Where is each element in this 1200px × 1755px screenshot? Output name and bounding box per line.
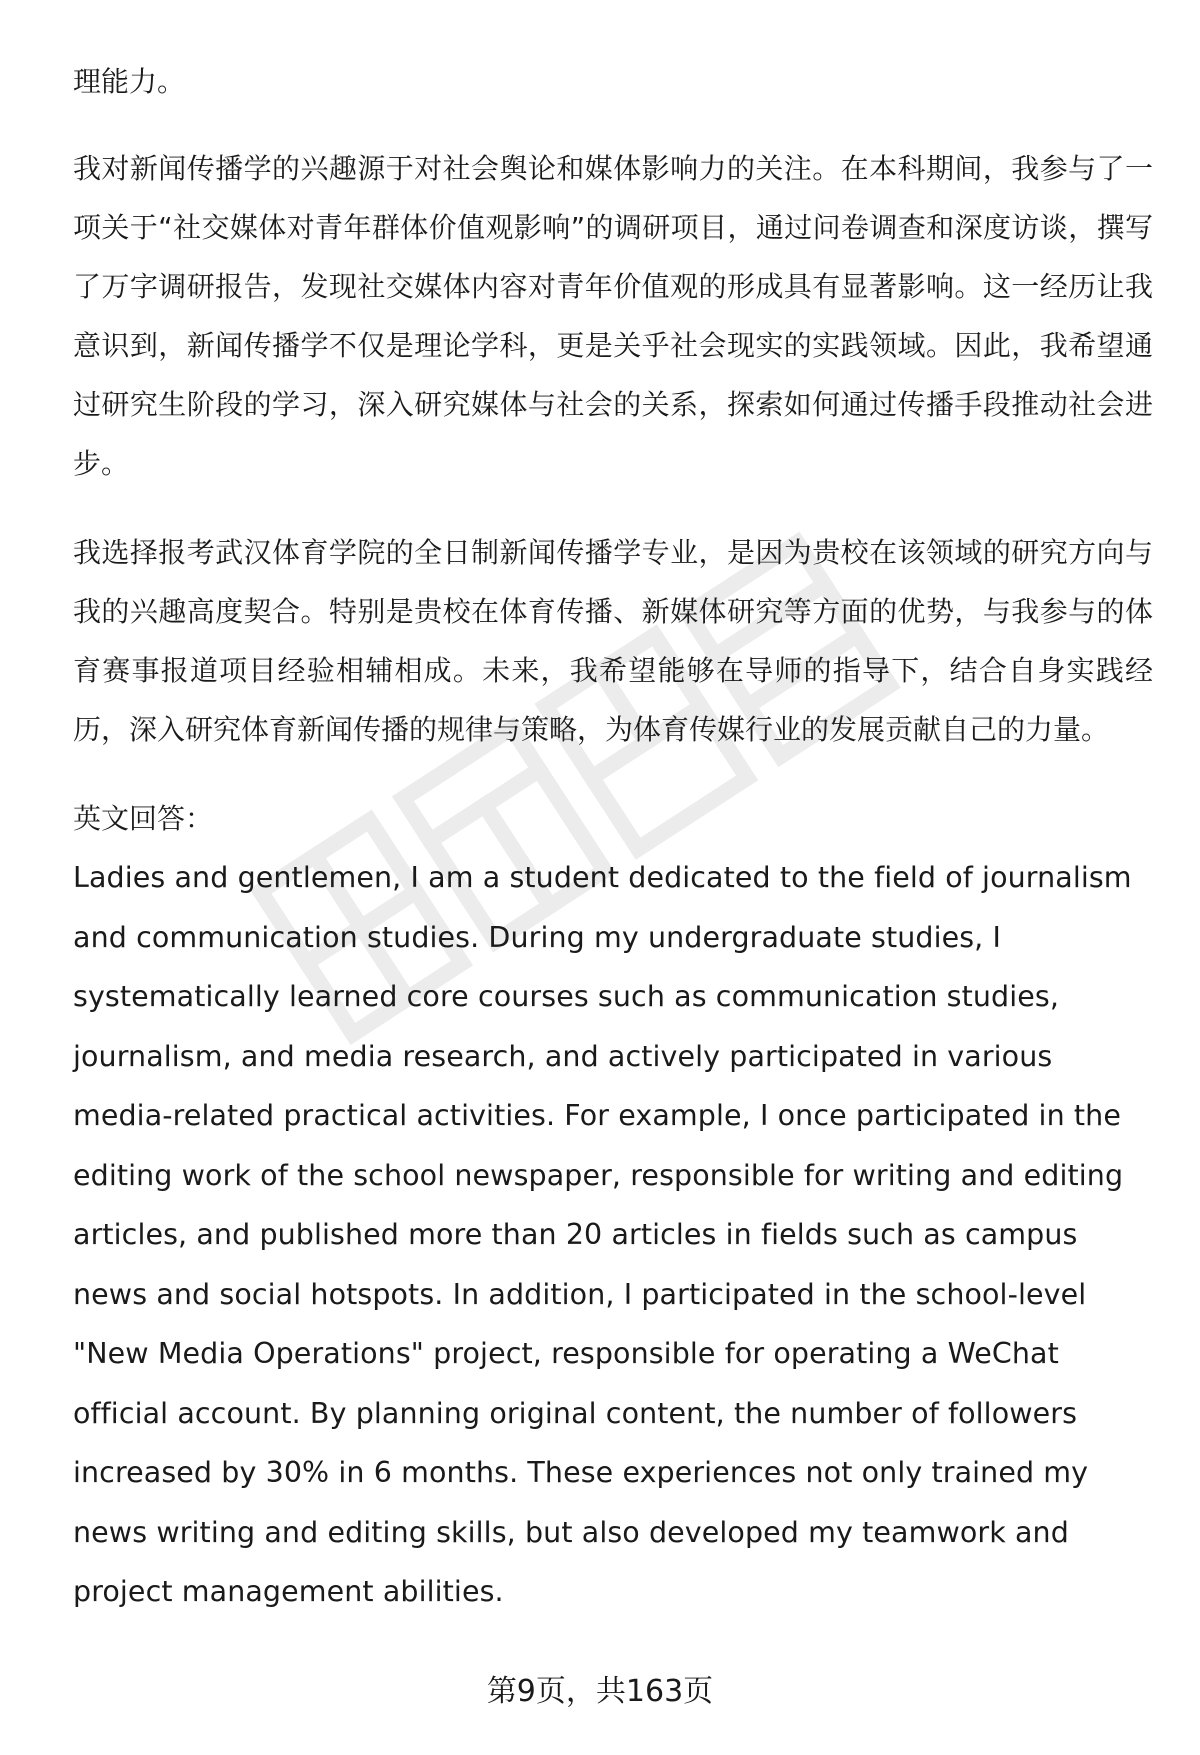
- page-body: [73, 52, 1153, 1622]
- english-answer-text: Ladies and gentlemen, I am a student dedicated to the field of journalism and communication studies. During my undergraduate studies, I systematically learned core courses such as communication studies, journalism, and media research, and actively participated in various media-related practical activities. For example, I once participated in the editing work of the school newspaper, responsible for writing and editing articles, and published more than 20 articles in fields such as campus news and social hotspots. In addition, I participated in the school-level "New Media Operations" project, responsible for operating a WeChat official account. By planning original content, the number of followers increased by 30% in 6 months. These experiences not only trained my news writing and editing skills, but also developed my teamwork and project management abilities.: [73, 861, 1132, 1608]
- paragraph-school-choice: 我选择报考武汉体育学院的全日制新闻传播学专业，是因为贵校在该领域的研究方向与我的兴趣高度契合。特别是贵校在体育传播、新媒体研究等方面的优势，与我参与的体育赛事报道项目经验相辅相成。未来，我希望能够在导师的指导下，结合自身实践经历，深入研究体育新闻传播的规律与策略，为体育传媒行业的发展贡献自己的力量。: [73, 536, 1153, 746]
- paragraph-interest: 我对新闻传播学的兴趣源于对社会舆论和媒体影响力的关注。在本科期间，我参与了一项关于“社交媒体对青年群体价值观影响”的调研项目，通过问卷调查和深度访谈，撰写了万字调研报告，发现社交媒体内容对青年价值观的形成具有显著影响。这一经历让我意识到，新闻传播学不仅是理论学科，更是关乎社会现实的实践领域。因此，我希望通过研究生阶段的学习，深入研究媒体与社会的关系，探索如何通过传播手段推动社会进步。: [73, 152, 1153, 480]
- english-answer-label: 英文回答：: [73, 802, 214, 835]
- page-number: 第9页，共163页: [486, 1674, 714, 1709]
- paragraph-continuation: 理能力。: [73, 65, 186, 98]
